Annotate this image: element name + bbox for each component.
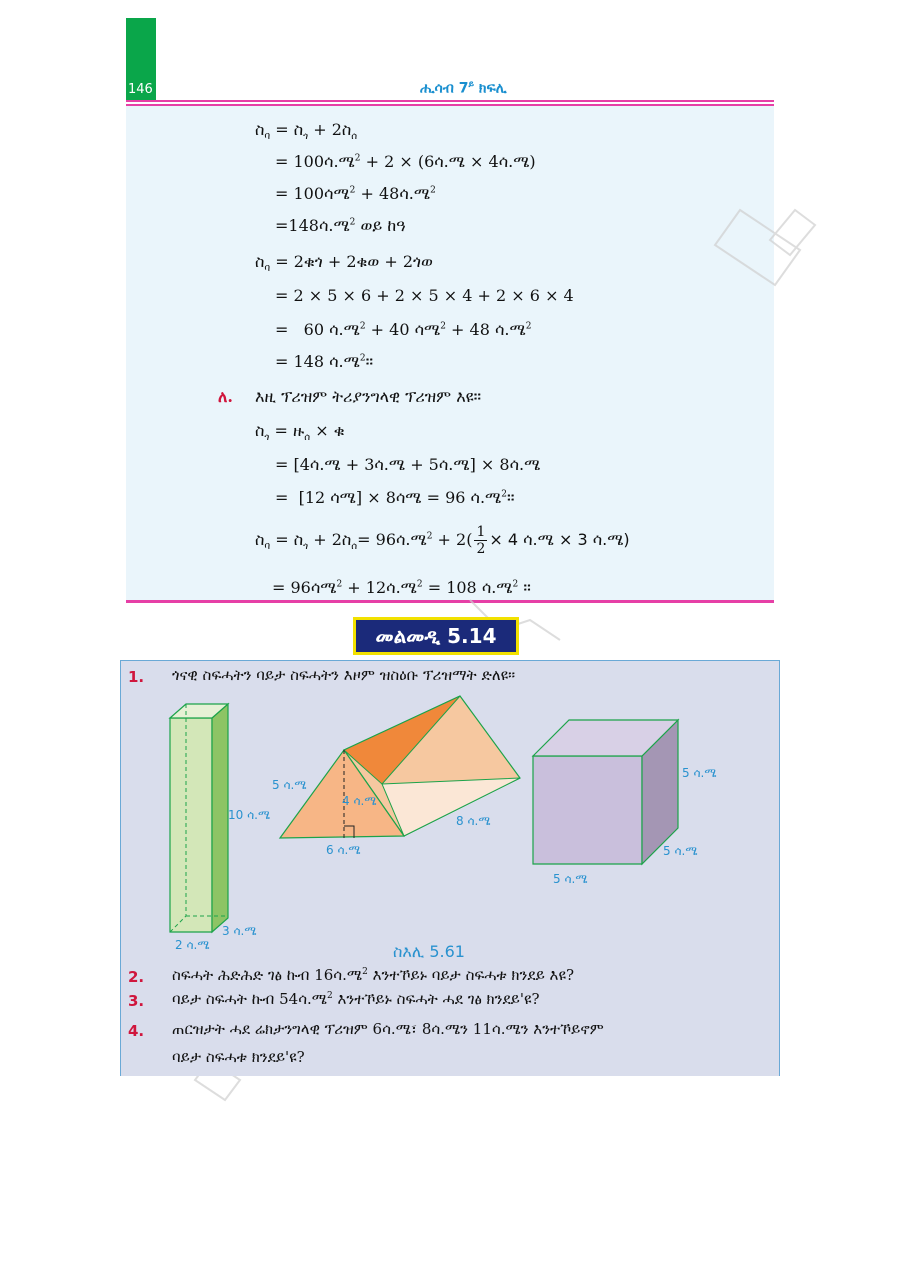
page-number: 146 bbox=[128, 82, 153, 97]
exercise-banner: መልመዲ 5.14 bbox=[353, 617, 519, 655]
question-text: ስፍሓት ሕድሕድ ገፅ ኩብ 16ሳ.ሜ$^2$ እንተኾይኑ ባይታ ስፍሓቱ ክንደይ እዩ? bbox=[172, 966, 574, 984]
question-text-continued: ባይታ ስፍሓቱ ክንደይ'ዩ? bbox=[172, 1048, 305, 1066]
equation-line: ስ$_ባ$ = ስ$_ጎ$ + 2ስ$_ሰ$ bbox=[255, 120, 358, 143]
figure-label: 5 ሳ.ሜ bbox=[663, 844, 698, 858]
equation-line: = 2 × 5 × 6 + 2 × 5 × 4 + 2 × 6 × 4 bbox=[275, 286, 574, 305]
figure-label: 2 ሳ.ሜ bbox=[175, 938, 210, 952]
page-header-title: ሒሳብ $7^ይ$ ክፍሊ bbox=[420, 80, 507, 97]
part-label: ለ. bbox=[218, 387, 233, 406]
cube-shape bbox=[533, 720, 678, 864]
figure-label: 5 ሳ.ሜ bbox=[553, 872, 588, 886]
figure-label: 3 ሳ.ሜ bbox=[222, 924, 257, 938]
question-text: ባይታ ስፍሓት ኩብ 54ሳ.ሜ$^2$ እንተኾይኑ ስፍሓት ሓደ ገፅ ክንደይ'ዩ? bbox=[172, 990, 540, 1008]
equation-line: =148ሳ.ሜ$^2$ ወይ ከዓ bbox=[275, 216, 406, 235]
equation-line: = 60 ሳ.ሜ$^2$ + 40 ሳሜ$^2$ + 48 ሳ.ሜ$^2$ bbox=[275, 320, 532, 339]
figure-label: 5 ሳ.ሜ bbox=[682, 766, 717, 780]
figure-label: 4 ሳ.ሜ bbox=[342, 794, 377, 808]
question-text: ጎናዊ ስፍሓትን ባይታ ስፍሓትን እዞም ዝስዕቡ ፕሪዝማት ድለዩ። bbox=[172, 666, 516, 684]
question-number: 1. bbox=[128, 668, 145, 686]
rectangular-prism-shape bbox=[170, 704, 228, 932]
figure-label: 6 ሳ.ሜ bbox=[326, 843, 361, 857]
equation-line: ስ$_ጎ$ = ዙ$_ሰ$ × ቁ bbox=[255, 421, 345, 444]
figure-label: 5 ሳ.ሜ bbox=[272, 778, 307, 792]
equation-line: = [12 ሳሜ] × 8ሳሜ = 96 ሳ.ሜ$^2$። bbox=[275, 488, 515, 507]
equation-line: = 100ሳ.ሜ$^2$ + 2 × (6ሳ.ሜ × 4ሳ.ሜ) bbox=[275, 152, 536, 171]
question-text: ጠርዝታት ሓደ ሬክታንግላዊ ፕሪዝም 6ሳ.ሜ፣ 8ሳ.ሜን 11ሳ.ሜን እንተኾይኖም bbox=[172, 1020, 604, 1038]
figure-label: 8 ሳ.ሜ bbox=[456, 814, 491, 828]
question-number: 2. bbox=[128, 968, 145, 986]
equation-line: = 148 ሳ.ሜ$^2$። bbox=[275, 352, 374, 371]
fraction: $\frac{1}{2}$ bbox=[476, 524, 486, 557]
equation-line: ስ$_ባ$ = 2ቁጎ + 2ቁወ + 2ጎወ bbox=[255, 252, 433, 275]
question-number: 4. bbox=[128, 1022, 145, 1040]
equation-line: = 100ሳሜ$^2$ + 48ሳ.ሜ$^2$ bbox=[275, 184, 436, 203]
part-statement: እዚ ፕሪዝም ትሪያንግላዊ ፕሪዝም እዩ። bbox=[255, 387, 482, 406]
question-number: 3. bbox=[128, 992, 145, 1010]
equation-line: = [4ሳ.ሜ + 3ሳ.ሜ + 5ሳ.ሜ] × 8ሳ.ሜ bbox=[275, 455, 541, 474]
figure-caption: ስእሊ 5.61 bbox=[393, 942, 465, 961]
equation-line: ስ$_ባ$ = ስ$_ጎ$ + 2ስ$_ሰ$= 96ሳ.ሜ$^2$ + 2( $\frac{1}{2}$ × 4 ሳ.ሜ × 3 ሳ.ሜ) bbox=[255, 524, 630, 557]
equation-line: = 96ሳሜ$^2$ + 12ሳ.ሜ$^2$ = 108 ሳ.ሜ$^2$ ። bbox=[272, 578, 531, 597]
figure-label: 10 ሳ.ሜ bbox=[228, 808, 271, 822]
